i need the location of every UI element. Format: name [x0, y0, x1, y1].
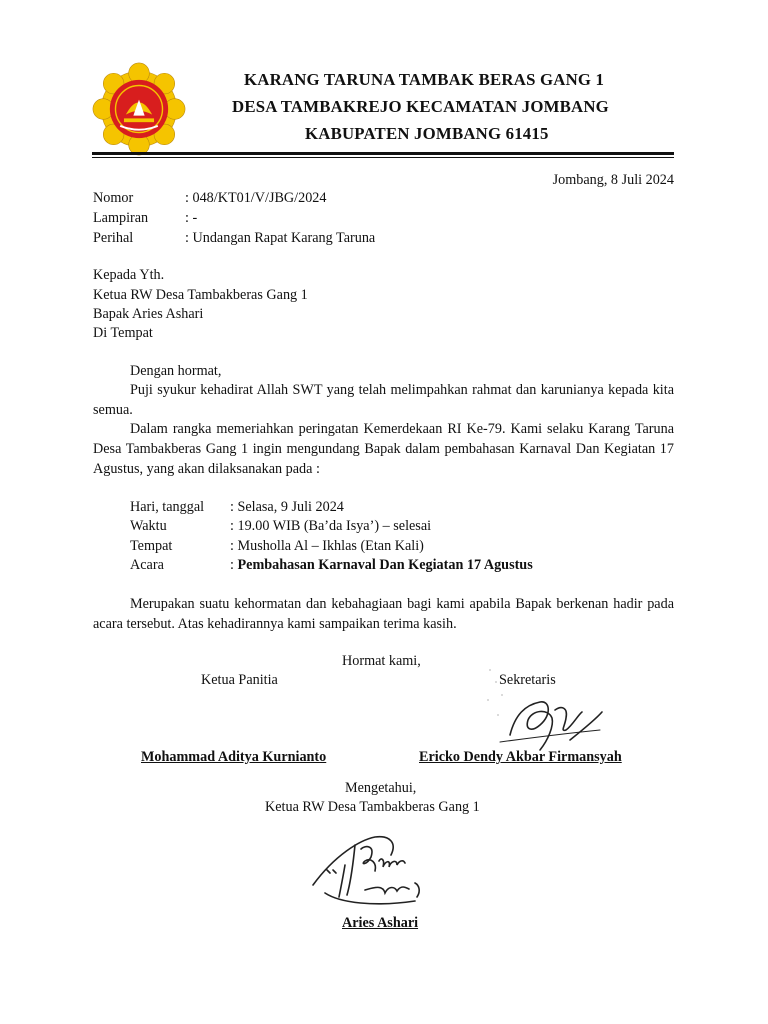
acara-line	[230, 555, 533, 575]
letterhead-line-1: KARANG TARUNA TAMBAK BERAS GANG 1	[244, 70, 605, 89]
karang-taruna-logo	[92, 62, 186, 156]
recipient-line-3: Bapak Aries Ashari	[93, 306, 204, 322]
ketua-rw-name: Aries Ashari	[342, 915, 419, 931]
tempat-value: : Musholla Al – Ikhlas (Etan Kali)	[230, 538, 424, 554]
ketua-panitia-title: Ketua Panitia	[201, 672, 278, 688]
recipient-line-2: Ketua RW Desa Tambakberas Gang 1	[93, 287, 308, 303]
hari-label: Hari, tanggal	[130, 499, 205, 515]
letterhead-line-3: KABUPATEN JOMBANG 61415	[305, 124, 549, 143]
acara-label: Acara	[130, 557, 164, 573]
paragraph-1: Puji syukur kehadirat Allah SWT yang telah melimpahkan rahmat dan karunianya kepada kita semua.	[93, 382, 674, 418]
tempat-label: Tempat	[130, 538, 173, 554]
paragraph-2: Dalam rangka memeriahkan peringatan Kemerdekaan RI Ke-79. Kami selaku Karang Taruna Desa Tambakberas Gang 1 ingin mengundang Bapak dalam pembahasan Karnaval Dan Kegiatan 17 Agustus, yang akan dilaksanakan pada :	[93, 421, 674, 477]
recipient-line-4: Di Tempat	[93, 325, 153, 341]
nomor-value: : 048/KT01/V/JBG/2024	[185, 190, 327, 206]
hormat-kami: Hormat kami,	[342, 653, 421, 669]
perihal-label: Perihal	[93, 230, 134, 246]
nomor-label: Nomor	[93, 190, 134, 206]
acara-value: Pembahasan Karnaval Dan Kegiatan 17 Agustus	[237, 557, 533, 573]
sekretaris-title: Sekretaris	[499, 672, 556, 688]
letterhead-rule-thick	[92, 152, 674, 155]
sekretaris-name: Ericko Dendy Akbar Firmansyah	[419, 749, 622, 765]
ketua-panitia-name: Mohammad Aditya Kurnianto	[141, 749, 327, 765]
letterhead-line-2: DESA TAMBAKREJO KECAMATAN JOMBANG	[232, 97, 609, 116]
ketua-rw-signature	[305, 815, 455, 915]
closing-paragraph: Merupakan suatu kehormatan dan kebahagiaan bagi kami apabila Bapak berkenan hadir pada acara tersebut. Atas kehadirannya kami sampaikan terima kasih.	[93, 596, 674, 632]
sekretaris-signature	[470, 660, 620, 760]
ketua-rw-title: Ketua RW Desa Tambakberas Gang 1	[265, 799, 480, 815]
perihal-value: : Undangan Rapat Karang Taruna	[185, 230, 376, 246]
hari-value: : Selasa, 9 Juli 2024	[230, 499, 344, 515]
mengetahui: Mengetahui,	[345, 780, 417, 796]
recipient-line-1: Kepada Yth.	[93, 267, 165, 283]
waktu-value: : 19.00 WIB (Ba’da Isya’) – selesai	[230, 518, 432, 534]
lampiran-value: : -	[185, 210, 198, 226]
letter-date: Jombang, 8 Juli 2024	[552, 172, 674, 188]
greeting: Dengan hormat,	[130, 363, 222, 379]
acara-colon: :	[230, 557, 238, 573]
waktu-label: Waktu	[130, 518, 167, 534]
letterhead-rule-thin	[92, 157, 674, 158]
lampiran-label: Lampiran	[93, 210, 149, 226]
